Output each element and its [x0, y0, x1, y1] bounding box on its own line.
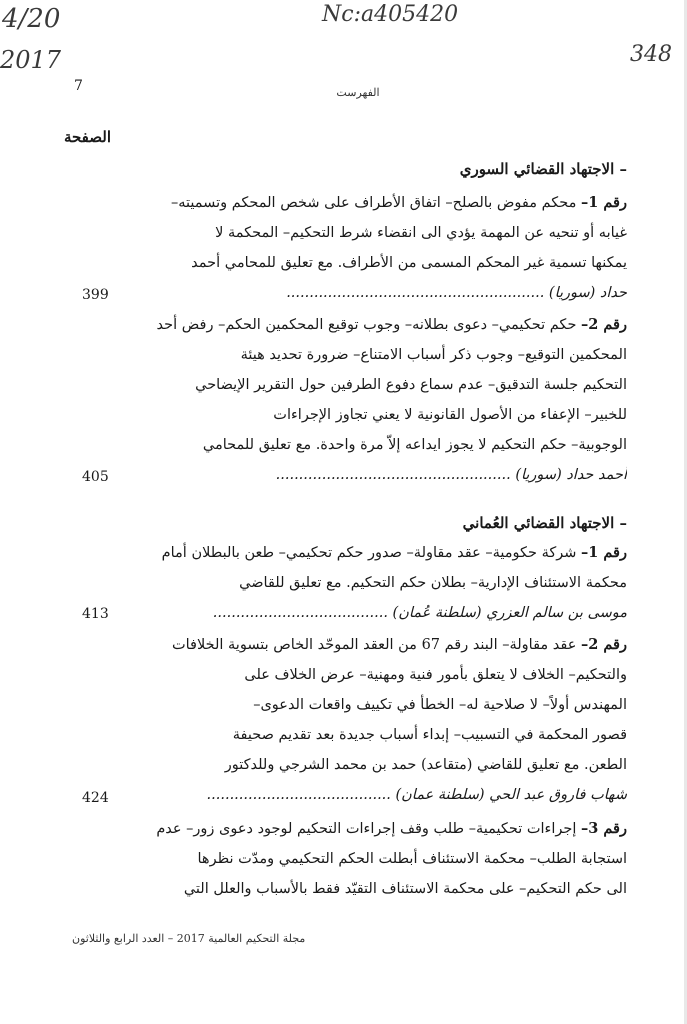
toc-entry-line: غيابه أو تنحيه عن المهمة يؤدي الى انقضاء شرط التحكيم– المحكمة لا — [215, 225, 627, 241]
toc-entry — [140, 630, 627, 810]
running-header: الفهرست — [336, 86, 380, 99]
toc-entry-line: شهاب فاروق عبد الحي (سلطنة عمان) ........................................ — [206, 787, 627, 803]
toc-entry-line: محكمة الاستئناف الإدارية– بطلان حكم التحكيم. مع تعليق للقاضي — [239, 575, 627, 591]
journal-footer: مجلة التحكيم العالمية 2017 – العدد الرابع والثلاثون — [72, 932, 306, 945]
entry-number: رقم 1– — [581, 544, 627, 561]
toc-entry-line: حداد (سوريا) ........................................................ — [286, 285, 627, 301]
toc-entry-line: الوجوبية– حكم التحكيم لا يجوز ايداعه إلاّ مرة واحدة. مع تعليق للمحامي — [202, 437, 627, 453]
toc-entry-line: موسى بن سالم العزري (سلطنة عُمان) ...................................... — [212, 605, 627, 621]
toc-entry — [140, 310, 627, 490]
toc-entry-line: رقم 1– محكم مفوض بالصلح– اتفاق الأطراف على شخص المحكم وتسميته– — [171, 194, 627, 211]
entry-number: رقم 2– — [581, 316, 627, 333]
page-column-label: الصفحة — [63, 128, 111, 146]
handwritten-date-fraction: 4/20 — [2, 4, 61, 34]
toc-entry-line: والتحكيم– الخلاف لا يتعلق بأمور فنية ومهنية– عرض الخلاف على — [244, 667, 627, 683]
entry-number: رقم 2– — [581, 636, 627, 653]
toc-entry — [140, 188, 627, 308]
toc-entry-line: رقم 2– حكم تحكيمي– دعوى بطلانه– وجوب توقيع المحكمين الحكم– رفض أحد — [156, 316, 627, 333]
toc-entry-line: يمكنها تسمية غير المحكم المسمى من الأطراف. مع تعليق للمحامي أحمد — [191, 255, 627, 271]
toc-entry-line: أحمد حداد (سوريا) ................................................... — [275, 467, 627, 483]
toc-entry-line: رقم 1– شركة حكومية– عقد مقاولة– صدور حكم تحكيمي– طعن بالبطلان أمام — [161, 544, 627, 561]
handwritten-year: 2017 — [0, 46, 62, 74]
page-number: 7 — [74, 78, 83, 94]
section-heading-syrian: – الاجتهاد القضائي السوري — [459, 160, 627, 178]
toc-entry-line: استجابة الطلب– محكمة الاستئناف أبطلت الحكم التحكيمي ومدّت نظرها — [197, 851, 627, 867]
toc-page-ref: 424 — [82, 790, 109, 806]
entry-number: رقم 1– — [581, 194, 627, 211]
toc-entry — [140, 538, 627, 628]
toc-entry-line: الى حكم التحكيم– على محكمة الاستئناف التقيّد فقط بالأسباب والعلل التي — [183, 881, 627, 897]
entry-number: رقم 3– — [581, 820, 627, 837]
section-heading-omani: – الاجتهاد القضائي العُماني — [462, 514, 627, 532]
toc-entry-line: الطعن. مع تعليق للقاضي (متقاعد) حمد بن محمد الشرجي وللدكتور — [224, 757, 627, 773]
handwritten-page-mark: 348 — [630, 42, 672, 67]
toc-entry-line: المحكمين التوقيع– وجوب ذكر أسباب الامتناع– ضرورة تحديد هيئة — [240, 347, 627, 363]
toc-entry-line: المهندس أولاً– لا صلاحية له– الخطأ في تكييف واقعات الدعوى– — [253, 697, 627, 713]
toc-page-ref: 399 — [82, 287, 109, 303]
toc-entry-line: للخبير– الإعفاء من الأصول القانونية لا يعني تجاوز الإجراءات — [273, 407, 627, 423]
toc-page-ref: 405 — [82, 469, 109, 485]
toc-entry-line: رقم 2– عقد مقاولة– البند رقم 67 من العقد الموحّد الخاص بتسوية الخلافات — [171, 636, 627, 653]
toc-entry-line: قصور المحكمة في التسبيب– إبداء أسباب جديدة بعد تقديم صحيفة — [232, 727, 627, 743]
toc-page-ref: 413 — [82, 606, 109, 622]
handwritten-catalog-number: Nc:a405420 — [322, 2, 459, 27]
toc-entry-line: التحكيم جلسة التدقيق– عدم سماع دفوع الطرفين حول التقرير الإيضاحي — [195, 377, 627, 393]
toc-entry-line: رقم 3– إجراءات تحكيمية– طلب وقف إجراءات التحكيم لوجود دعوى زور– عدم — [156, 820, 627, 837]
toc-entry — [140, 814, 627, 904]
